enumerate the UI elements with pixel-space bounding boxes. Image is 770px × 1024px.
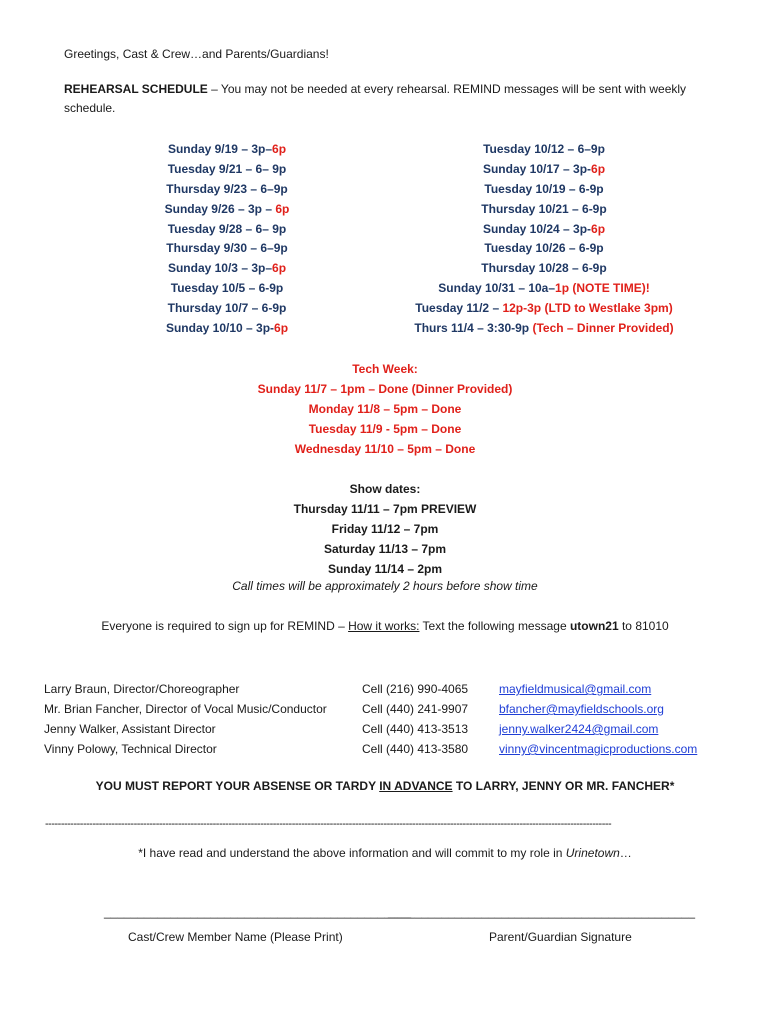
rehearsal-row: Thursday 10/28 – 6-9p [481,261,607,276]
tech-week-line: Tuesday 11/9 - 5pm – Done [308,422,462,436]
show-date-line: Saturday 11/13 – 7pm [323,542,447,556]
contact-name: Mr. Brian Fancher, Director of Vocal Music/Conductor [44,702,327,716]
contact-email-link[interactable]: vinny@vincentmagicproductions.com [499,742,698,756]
contact-email-link[interactable]: mayfieldmusical@gmail.com [499,682,652,696]
rehearsal-row: Sunday 9/19 – 3p–6p [167,142,287,156]
tech-week-line: Monday 11/8 – 5pm – Done [308,402,462,416]
cut-line-divider: ----------------------------------------------------------------------------------------------------------------------------------------------------------------------------------- [45,818,612,830]
tech-week-line: Sunday 11/7 – 1pm – Done (Dinner Provided) [257,382,513,396]
rehearsal-column-left [77,140,377,339]
name-signature-label: Cast/Crew Member Name (Please Print) [128,930,343,944]
tech-week-title: Tech Week: [352,362,418,376]
rehearsal-row: Sunday 10/10 – 3p-6p [165,321,289,336]
rehearsal-row: Thurs 11/4 – 3:30-9p (Tech – Dinner Provided) [414,321,674,336]
rehearsal-row: Sunday 10/3 – 3p–6p [167,261,287,276]
greeting: Greetings, Cast & Crew…and Parents/Guardians! [64,47,329,61]
contact-cell: Cell (440) 413-3580 [362,742,469,756]
schedule-label: REHEARSAL SCHEDULE [64,82,208,96]
show-date-line: Friday 11/12 – 7pm [331,522,439,536]
contact-cell: Cell (216) 990-4065 [362,682,469,696]
remind-code: utown21 [569,619,619,633]
rehearsal-column-right [394,140,694,339]
rehearsal-row: Tuesday 10/19 – 6-9p [484,181,604,196]
rehearsal-row: Tuesday 9/21 – 6– 9p [167,161,287,176]
rehearsal-row: Tuesday 11/2 – 12p-3p (LTD to Westlake 3pm) [415,301,673,316]
rehearsal-row: Sunday 10/31 – 10a–1p (NOTE TIME)! [438,281,650,296]
contact-email-link[interactable]: jenny.walker2424@gmail.com [499,722,659,736]
rehearsal-row: Sunday 10/17 – 3p-6p [482,161,606,176]
report-absence-notice: YOU MUST REPORT YOUR ABSENSE OR TARDY IN ADVANCE TO LARRY, JENNY OR MR. FANCHER* [95,779,675,793]
contact-cell: Cell (440) 413-3513 [362,722,469,736]
remind-instructions: Everyone is required to sign up for REMIND – How it works: Text the following message utown21 to 81010 [101,619,669,633]
schedule-intro-text: – You may not be needed at every rehearsal. REMIND messages will be sent with weekly schedule. [64,82,687,115]
parent-signature-line: ______________________________________________ [388,905,695,919]
show-dates-section [0,479,770,579]
rehearsal-row: Thursday 10/7 – 6-9p [167,301,287,316]
show-dates-title: Show dates: [349,482,421,496]
rehearsal-row: Sunday 10/24 – 3p-6p [482,221,606,236]
show-date-line: Thursday 11/11 – 7pm PREVIEW [293,502,477,516]
rehearsal-row: Tuesday 9/28 – 6– 9p [167,221,287,236]
parent-signature-label: Parent/Guardian Signature [489,930,632,944]
show-date-line: Sunday 11/14 – 2pm [327,562,443,576]
how-it-works-link: How it works: [348,619,420,633]
rehearsal-row: Tuesday 10/5 – 6-9p [170,281,284,296]
call-time-note: Call times will be approximately 2 hours before show time [232,579,538,593]
rehearsal-row: Thursday 9/30 – 6–9p [166,241,288,256]
rehearsal-row: Thursday 9/23 – 6–9p [166,181,288,196]
contact-name: Vinny Polowy, Technical Director [44,742,217,756]
commitment-statement: *I have read and understand the above information and will commit to my role in Urinetown… [138,846,632,860]
rehearsal-row: Tuesday 10/26 – 6-9p [484,241,604,256]
contact-cell: Cell (440) 241-9907 [362,702,469,716]
contact-email-link[interactable]: bfancher@mayfieldschools.org [499,702,664,716]
contact-name: Jenny Walker, Assistant Director [44,722,216,736]
rehearsal-row: Tuesday 10/12 – 6–9p [483,142,605,156]
tech-week-line: Wednesday 11/10 – 5pm – Done [294,442,476,456]
tech-week-section [0,359,770,459]
name-signature-line: ______________________________________________ [104,905,411,919]
show-title: Urinetown [565,846,620,860]
contact-name: Larry Braun, Director/Choreographer [44,682,240,696]
rehearsal-row: Sunday 9/26 – 3p – 6p [164,201,290,216]
schedule-intro [64,80,724,118]
rehearsal-row: Thursday 10/21 – 6-9p [481,201,607,216]
